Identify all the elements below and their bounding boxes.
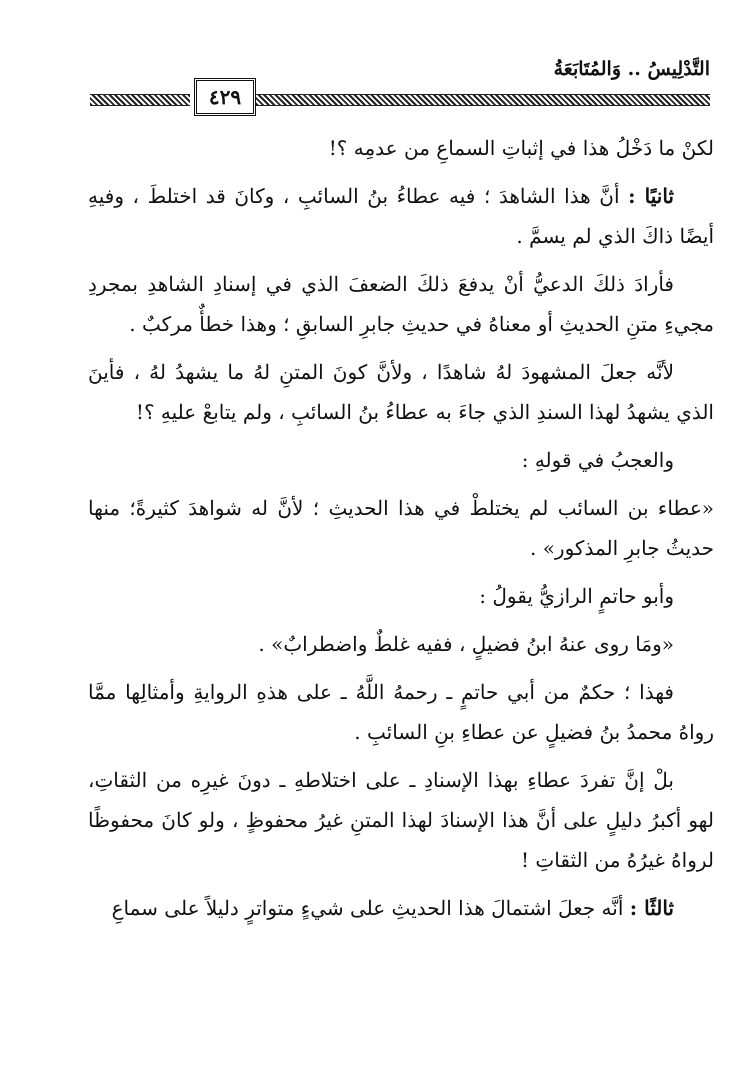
paragraph: ثانيًا : أنَّ هذا الشاهدَ ؛ فيه عطاءُ بنُ السائبِ ، وكانَ قد اختلطَ ، وفيهِ أيضًا ذاكَ الذي لم يسمَّ .	[88, 184, 714, 248]
quote: «ومَا روى عنهُ ابنُ فضيلٍ ، ففيه غلطٌ واضطرابٌ» .	[258, 632, 674, 656]
page-header	[90, 52, 710, 112]
body-text	[88, 128, 714, 936]
paragraph: وأبو حاتمٍ الرازيُّ يقولُ :	[479, 584, 674, 608]
paragraph: لأنَّه جعلَ المشهودَ لهُ شاهدًا ، ولأنَّ كونَ المتنِ لهُ ما يشهدُ لهُ ، فأينَ الذي يشهدُ لهذا السندِ الذي جاءَ به عطاءُ بنُ السائبِ ، ولم يتابعْ عليهِ ؟!	[88, 360, 714, 424]
running-title: التَّدْلِيسُ .. وَالمُتَابَعَةُ	[553, 58, 710, 80]
paragraph: والعجبُ في قولهِ :	[521, 448, 674, 472]
header-rule-left	[90, 94, 190, 106]
paragraph: ثالثًا : أنَّه جعلَ اشتمالَ هذا الحديثِ على شيءٍ متواترٍ دليلاً على سماعِ	[111, 896, 674, 920]
paragraph: بلْ إنَّ تفردَ عطاءِ بهذا الإسنادِ ـ على اختلاطهِ ـ دونَ غيرِه من الثقاتِ، لهو أكبرُ دليلٍ على أنَّ هذا الإسنادَ لهذا المتنِ غيرُ محفوظٍ ، ولو كانَ محفوظًا لرواهُ غيرُهُ من الثقاتِ !	[88, 768, 714, 872]
page-number: ٤٢٩	[194, 78, 256, 116]
paragraph: لكنْ ما دَخْلُ هذا في إثباتِ السماعِ من عدمِه ؟!	[328, 136, 714, 160]
header-rule-right	[256, 94, 710, 106]
quote: «عطاء بن السائب لم يختلطْ في هذا الحديثِ ؛ لأنَّ له شواهدَ كثيرةً؛ منها حديثُ جابرِ المذكور» .	[88, 496, 714, 560]
paragraph: فأرادَ ذلكَ الدعيُّ أنْ يدفعَ ذلكَ الضعفَ الذي في إسنادِ الشاهدِ بمجردِ مجيءِ متنِ الحديثِ أو معناهُ في حديثِ جابرِ السابقِ ؛ وهذا خطأٌ مركبٌ .	[88, 272, 714, 336]
paragraph: فهذا ؛ حكمٌ من أبي حاتمٍ ـ رحمهُ اللَّهُ ـ على هذهِ الروايةِ وأمثالِها ممَّا رواهُ محمدُ بنُ فضيلٍ عن عطاءِ بنِ السائبِ .	[88, 680, 714, 744]
